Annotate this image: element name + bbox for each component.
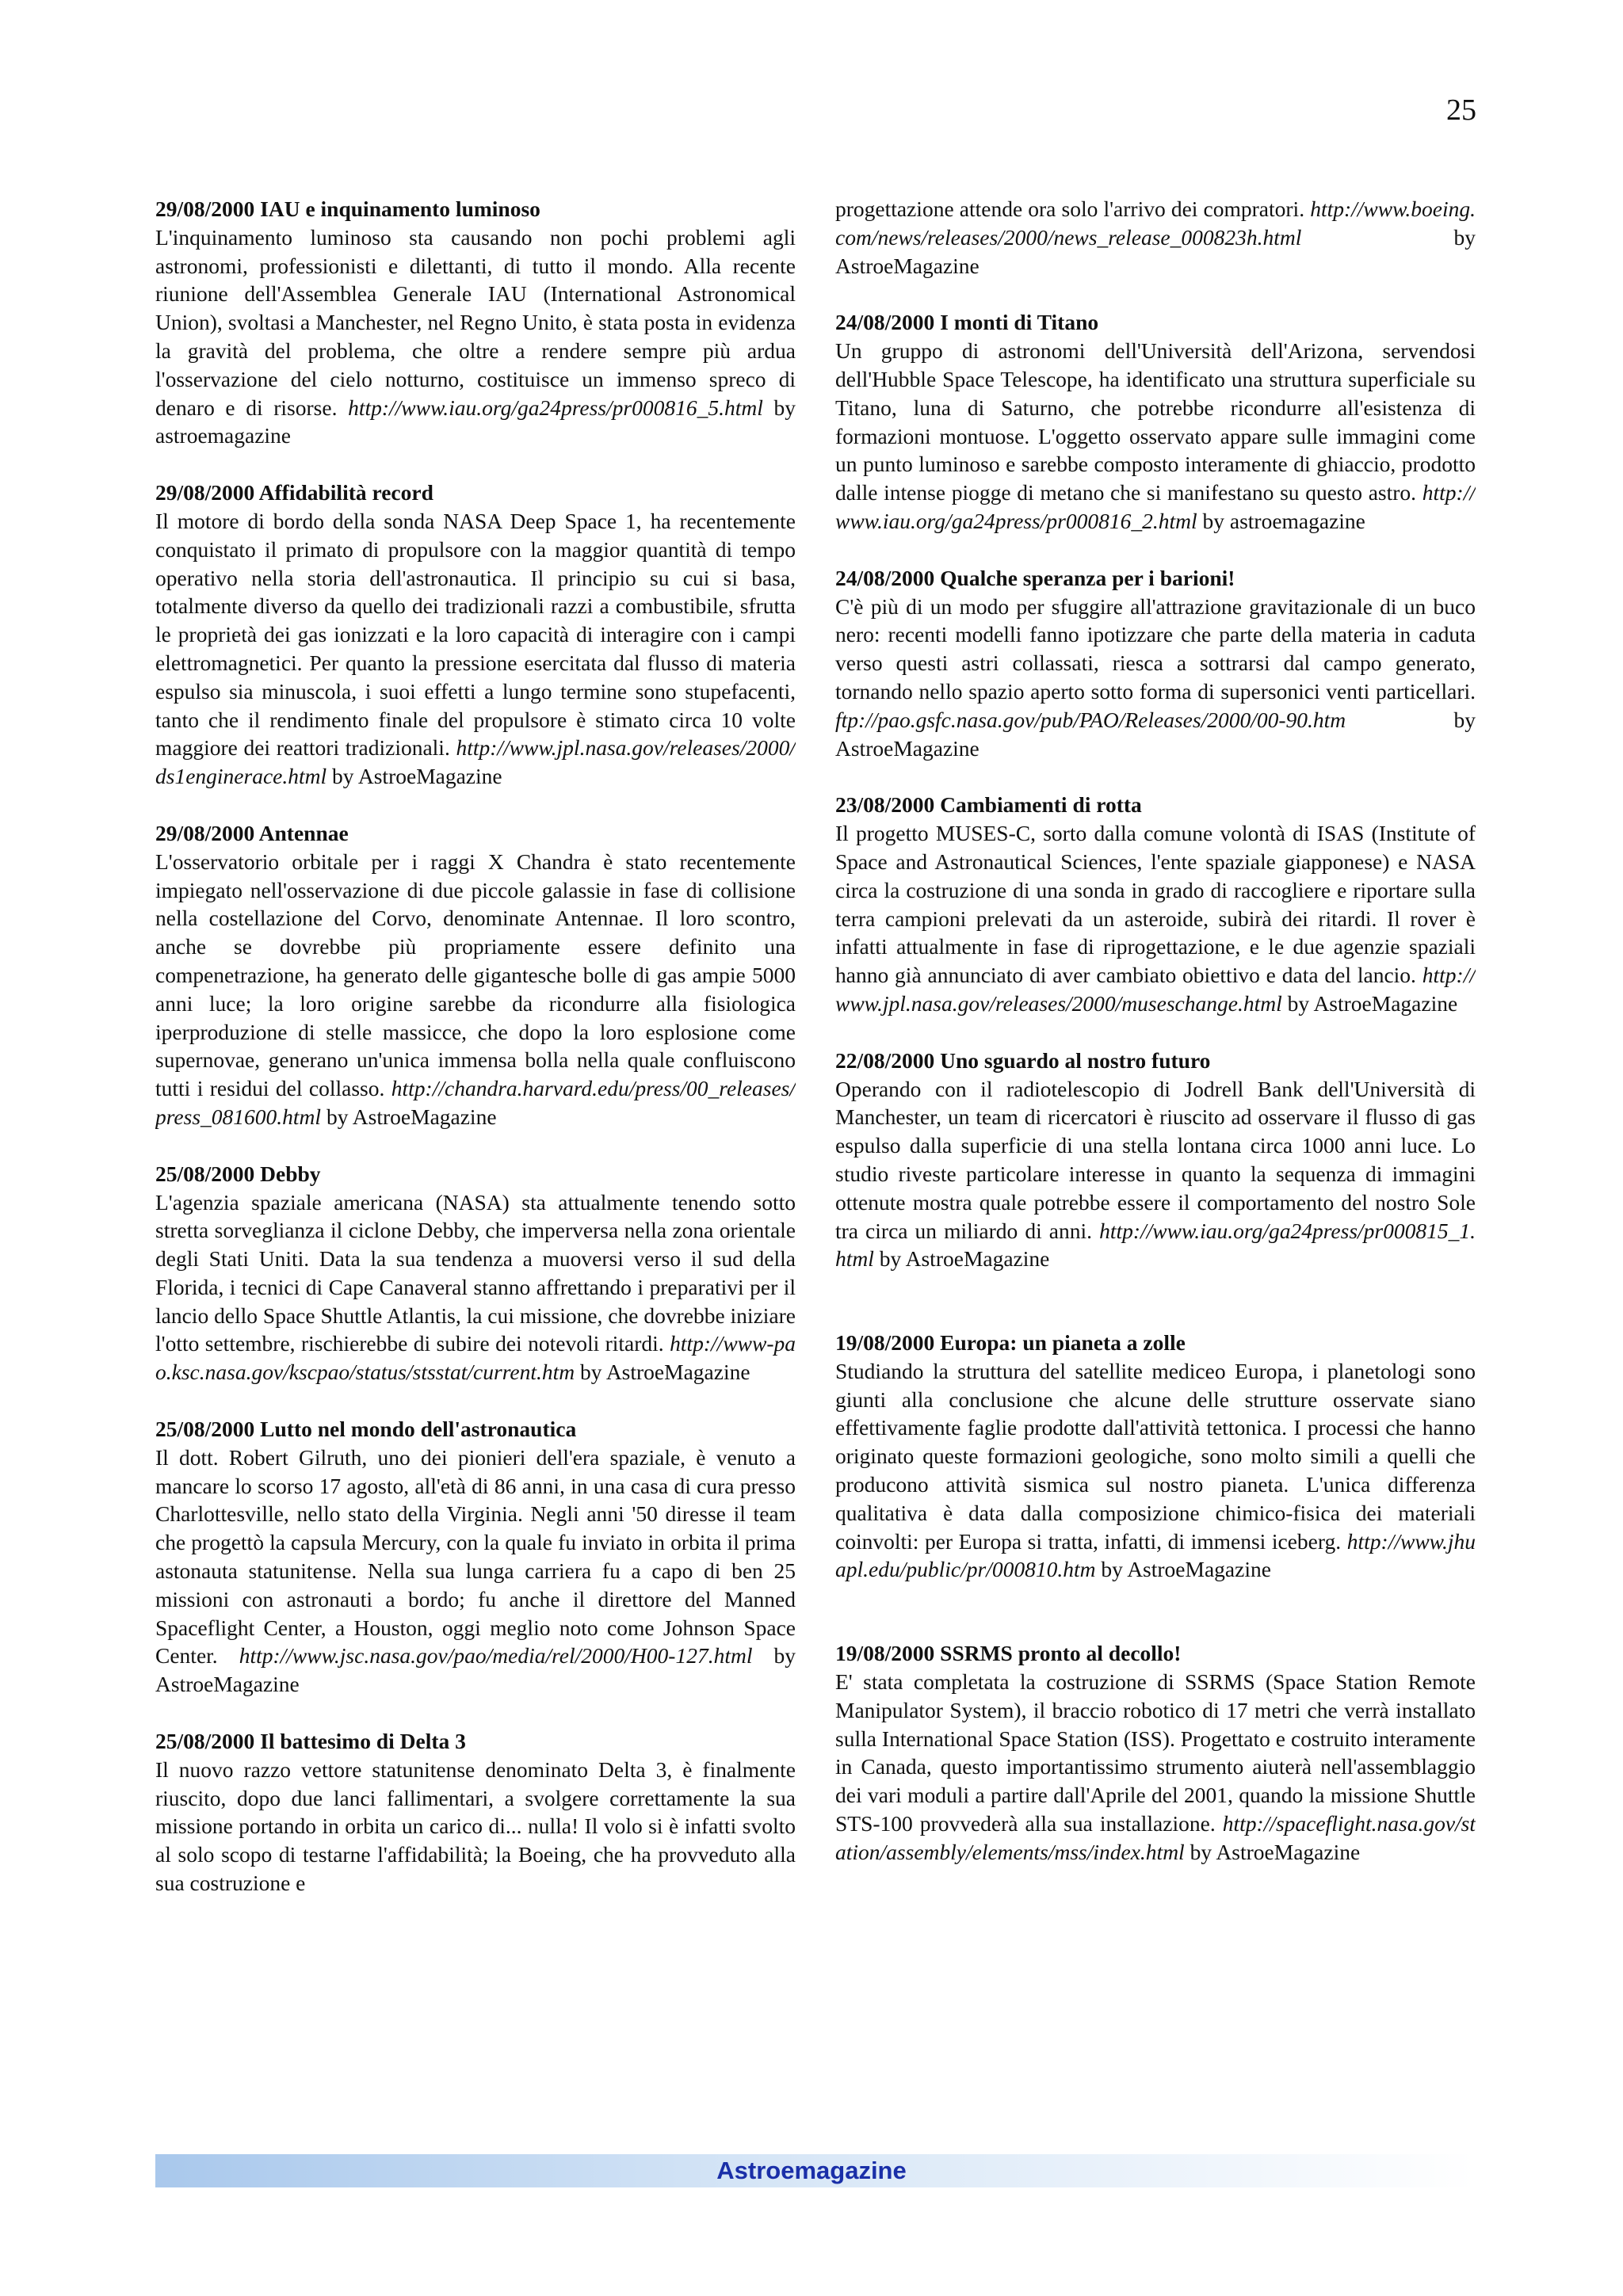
article-columns bbox=[155, 195, 1476, 2144]
article-link[interactable]: http://www.jhuapl.edu/public/pr/000810.htm bbox=[835, 1528, 1476, 1582]
article-body: L'inquinamento luminoso sta causando non pochi problemi agli astronomi, professionisti e dilettanti, di tutto il mondo. Alla recente riunione dell'Assemblea Generale IAU (International Astronomical Union), svoltasi a Manchester, nel Regno Unito, è stata posta in evidenza la gravità del problema, che oltre a rendere sempre più ardua l'osservazione del cielo notturno, costituisce un immenso spreco di denaro e di risorse. bbox=[155, 224, 796, 420]
article-byline: by AstroeMagazine bbox=[1190, 1839, 1361, 1864]
article-heading: 29/08/2000 Antennae bbox=[155, 820, 349, 845]
article-byline: by AstroeMagazine bbox=[835, 224, 1476, 278]
article-link[interactable]: http://www.jpl.nasa.gov/releases/2000/ds1enginerace.html bbox=[155, 735, 796, 789]
article-body: L'osservatorio orbitale per i raggi X Chandra è stato recentemente impiegato nell'osservazione di due piccole galassie in fase di collisione nella costellazione del Corvo, denominate Antennae. Il loro scontro, anche se dovrebbe più propriamente essere definito una compenetrazione, ha generato delle gigantesche bolle di gas ampie 5000 anni luce; la loro origine sarebbe da ricondurre alla fisiologica iperproduzione di stelle massicce, che dopo la loro esplosione come supernovae, generano un'unica immensa bolla nella quale confluiscono tutti i residui del collasso. bbox=[155, 849, 796, 1101]
article-baryons bbox=[835, 564, 1476, 763]
article-link[interactable]: http://www-pao.ksc.nasa.gov/kscpao/status/stsstat/current.htm bbox=[155, 1331, 796, 1385]
article-byline: by AstroeMagazine bbox=[835, 707, 1476, 761]
article-heading: 29/08/2000 Affidabilità record bbox=[155, 480, 433, 505]
article-heading: 24/08/2000 I monti di Titano bbox=[835, 310, 1099, 335]
article-heading: 19/08/2000 Europa: un pianeta a zolle bbox=[835, 1330, 1186, 1356]
article-body: Un gruppo di astronomi dell'Università dell'Arizona, servendosi dell'Hubble Space Telescope, ha identificato una struttura superficiale su Titano, luna di Saturno, che potrebbe ricondurre all'esistenza di formazioni montuose. L'oggetto osservato appare sulle immagini come un punto luminoso e sarebbe composto interamente di ghiaccio, prodotto dalle intense piogge di metano che si manifestano su questo astro. bbox=[835, 338, 1476, 505]
article-body: Il motore di bordo della sonda NASA Deep Space 1, ha recentemente conquistato il primato di propulsore con la maggior quantità di tempo operativo nella storia dell'astronautica. Il principio su cui si basa, totalmente diverso da quello dei tradizionali razzi a combustibile, sfrutta le proprietà dei gas ionizzati e la loro capacità di interagire con i campi elettromagnetici. Per quanto la pressione esercitata dal flusso di materia espulso sia minuscola, i suoi effetti a lungo termine sono stupefacenti, tanto che il rendimento finale del propulsore è stimato circa 10 volte maggiore dei reattori tradizionali. bbox=[155, 508, 796, 761]
article-our-future bbox=[835, 1047, 1476, 1273]
article-gilruth-obituary bbox=[155, 1415, 796, 1699]
article-body: Il nuovo razzo vettore statunitense denominato Delta 3, è finalmente riuscito, dopo due lanci fallimentari, a svolgere correttamente la sua missione portando in orbita un carico di... nulla! Il volo si è infatti svolto al solo scopo di testarne l'affidabilità; la Boeing, che ha provveduto alla sua costruzione e bbox=[155, 1756, 796, 1896]
article-link[interactable]: http://spaceflight.nasa.gov/station/assembly/elements/mss/index.html bbox=[835, 1811, 1476, 1864]
article-heading: 25/08/2000 Il battesimo di Delta 3 bbox=[155, 1729, 466, 1754]
article-heading: 22/08/2000 Uno sguardo al nostro futuro bbox=[835, 1047, 1211, 1073]
page-number: 25 bbox=[1446, 93, 1476, 127]
article-heading: 25/08/2000 Debby bbox=[155, 1161, 321, 1186]
article-heading: 23/08/2000 Cambiamenti di rotta bbox=[835, 792, 1142, 818]
article-body: Il progetto MUSES-C, sorto dalla comune volontà di ISAS (Institute of Space and Astronautical Sciences, l'ente spaziale giapponese) e NASA circa la costruzione di una sonda in grado di raccogliere e riportare sulla terra campioni prelevati da un asteroide, subirà dei ritardi. Il rover è infatti attualmente in fase di riprogettazione, e le due agenzie spaziali hanno già annunciato di aver cambiato obiettivo e data del lancio. bbox=[835, 821, 1476, 988]
article-titan-mountains bbox=[835, 308, 1476, 535]
article-heading: 24/08/2000 Qualche speranza per i barioni! bbox=[835, 565, 1235, 590]
article-body: C'è più di un modo per sfuggire all'attrazione gravitazionale di un buco nero: recenti modelli fanno ipotizzare che parte della materia in caduta verso questi astri collassati, riesca a sottrarsi dal campo generato, tornando nello spazio aperto sotto forma di supersonici venti particellari. bbox=[835, 593, 1476, 704]
article-byline: by AstroeMagazine bbox=[879, 1246, 1050, 1272]
article-byline: by astroemagazine bbox=[155, 395, 796, 448]
left-column bbox=[155, 195, 796, 2144]
article-body: L'agenzia spaziale americana (NASA) sta attualmente tenendo sotto stretta sorveglianza il ciclone Debby, che imperversa nella zona orientale degli Stati Uniti. Data la sua tendenza a muoversi verso il sud della Florida, i tecnici di Cape Canaveral stanno affrettando i preparativi per il lancio dello Space Shuttle Atlantis, la cui missione, che dovrebbe iniziare l'otto settembre, rischierebbe di subire dei notevoli ritardi. bbox=[155, 1189, 796, 1356]
article-iau-light-pollution bbox=[155, 195, 796, 450]
article-byline: by AstroeMagazine bbox=[326, 1104, 497, 1129]
article-byline: by AstroeMagazine bbox=[332, 764, 502, 789]
article-antennae bbox=[155, 819, 796, 1131]
article-body: progettazione attende ora solo l'arrivo dei compratori. bbox=[835, 196, 1305, 221]
article-link[interactable]: http://www.iau.org/ga24press/pr000815_1.html bbox=[835, 1218, 1476, 1272]
article-link[interactable]: ftp://pao.gsfc.nasa.gov/pub/PAO/Releases/2000/00-90.htm bbox=[835, 707, 1346, 732]
article-link[interactable]: http://www.boeing.com/news/releases/2000/news_release_000823h.html bbox=[835, 196, 1476, 250]
article-byline: by AstroeMagazine bbox=[579, 1360, 750, 1385]
article-heading: 25/08/2000 Lutto nel mondo dell'astronautica bbox=[155, 1417, 577, 1442]
article-delta-3-continued bbox=[835, 195, 1476, 280]
article-link[interactable]: http://www.jsc.nasa.gov/pao/media/rel/2000/H00-127.html bbox=[239, 1643, 753, 1669]
article-heading: 19/08/2000 SSRMS pronto al decollo! bbox=[835, 1641, 1182, 1666]
article-delta-3 bbox=[155, 1727, 796, 1897]
article-ssrms bbox=[835, 1639, 1476, 1866]
article-debby bbox=[155, 1160, 796, 1386]
article-byline: by AstroeMagazine bbox=[155, 1643, 796, 1697]
article-muses-c bbox=[835, 791, 1476, 1017]
right-column bbox=[835, 195, 1476, 2144]
article-link[interactable]: http://www.iau.org/ga24press/pr000816_5.html bbox=[348, 395, 763, 420]
article-byline: by AstroeMagazine bbox=[1101, 1557, 1271, 1582]
footer-magazine-name: Astroemagazine bbox=[716, 2157, 907, 2184]
article-byline: by astroemagazine bbox=[1202, 508, 1365, 533]
article-body: Operando con il radiotelescopio di Jodrell Bank dell'Università di Manchester, un team di ricercatori è riuscito ad osservare il flusso di gas espulso dalla superficie di una stella lontana circa 1000 anni luce. Lo studio riveste particolare interesse in quanto la sequenza di immagini ottenute mostra quale potrebbe essere il comportamento del nostro Sole tra circa un miliardo di anni. bbox=[835, 1076, 1476, 1243]
article-link[interactable]: http://www.iau.org/ga24press/pr000816_2.html bbox=[835, 480, 1476, 533]
article-body: Il dott. Robert Gilruth, uno dei pionieri dell'era spaziale, è venuto a mancare lo scorso 17 agosto, all'età di 86 anni, in una casa di cura presso Charlottesville, nello stato della Virginia. Negli anni '50 diresse il team che progettò la capsula Mercury, con la quale fu inviato in orbita il prima astonauta statunitense. Nella sua lunga carriera fu a capo di ben 25 missioni con astronauti a bordo; fu anche il direttore del Manned Spaceflight Center, a Houston, oggi meglio noto come Johnson Space Center. bbox=[155, 1444, 796, 1669]
article-link[interactable]: http://www.jpl.nasa.gov/releases/2000/museschange.html bbox=[835, 963, 1476, 1016]
article-body: Studiando la struttura del satellite mediceo Europa, i planetologi sono giunti alla conclusione che alcune delle strutture osservate siano effettivamente faglie prodotte dall'attività tettonica. I processi che hanno originato queste formazioni geologiche, sono molto simili a quelli che producono attività sismica sul nostro pianeta. L'unica differenza qualitativa è data dalla composizione chimico-fisica dei materiali coinvolti: per Europa si tratta, infatti, di immensi iceberg. bbox=[835, 1358, 1476, 1554]
article-link[interactable]: http://chandra.harvard.edu/press/00_releases/press_081600.html bbox=[155, 1076, 796, 1129]
article-byline: by AstroeMagazine bbox=[1287, 990, 1458, 1016]
article-body: E' stata completata la costruzione di SSRMS (Space Station Remote Manipulator System), il braccio robotico di 17 metri che verrà installato sulla International Space Station (ISS). Progettato e costruito interamente in Canada, questo importantissimo strumento aiuterà nell'assemblaggio dei vari moduli a partire dall'Aprile del 2001, quando la missione Shuttle STS-100 provvederà alla sua installazione. bbox=[835, 1669, 1476, 1836]
article-europa bbox=[835, 1329, 1476, 1584]
article-reliability-record bbox=[155, 479, 796, 791]
article-heading: 29/08/2000 IAU e inquinamento luminoso bbox=[155, 196, 540, 221]
